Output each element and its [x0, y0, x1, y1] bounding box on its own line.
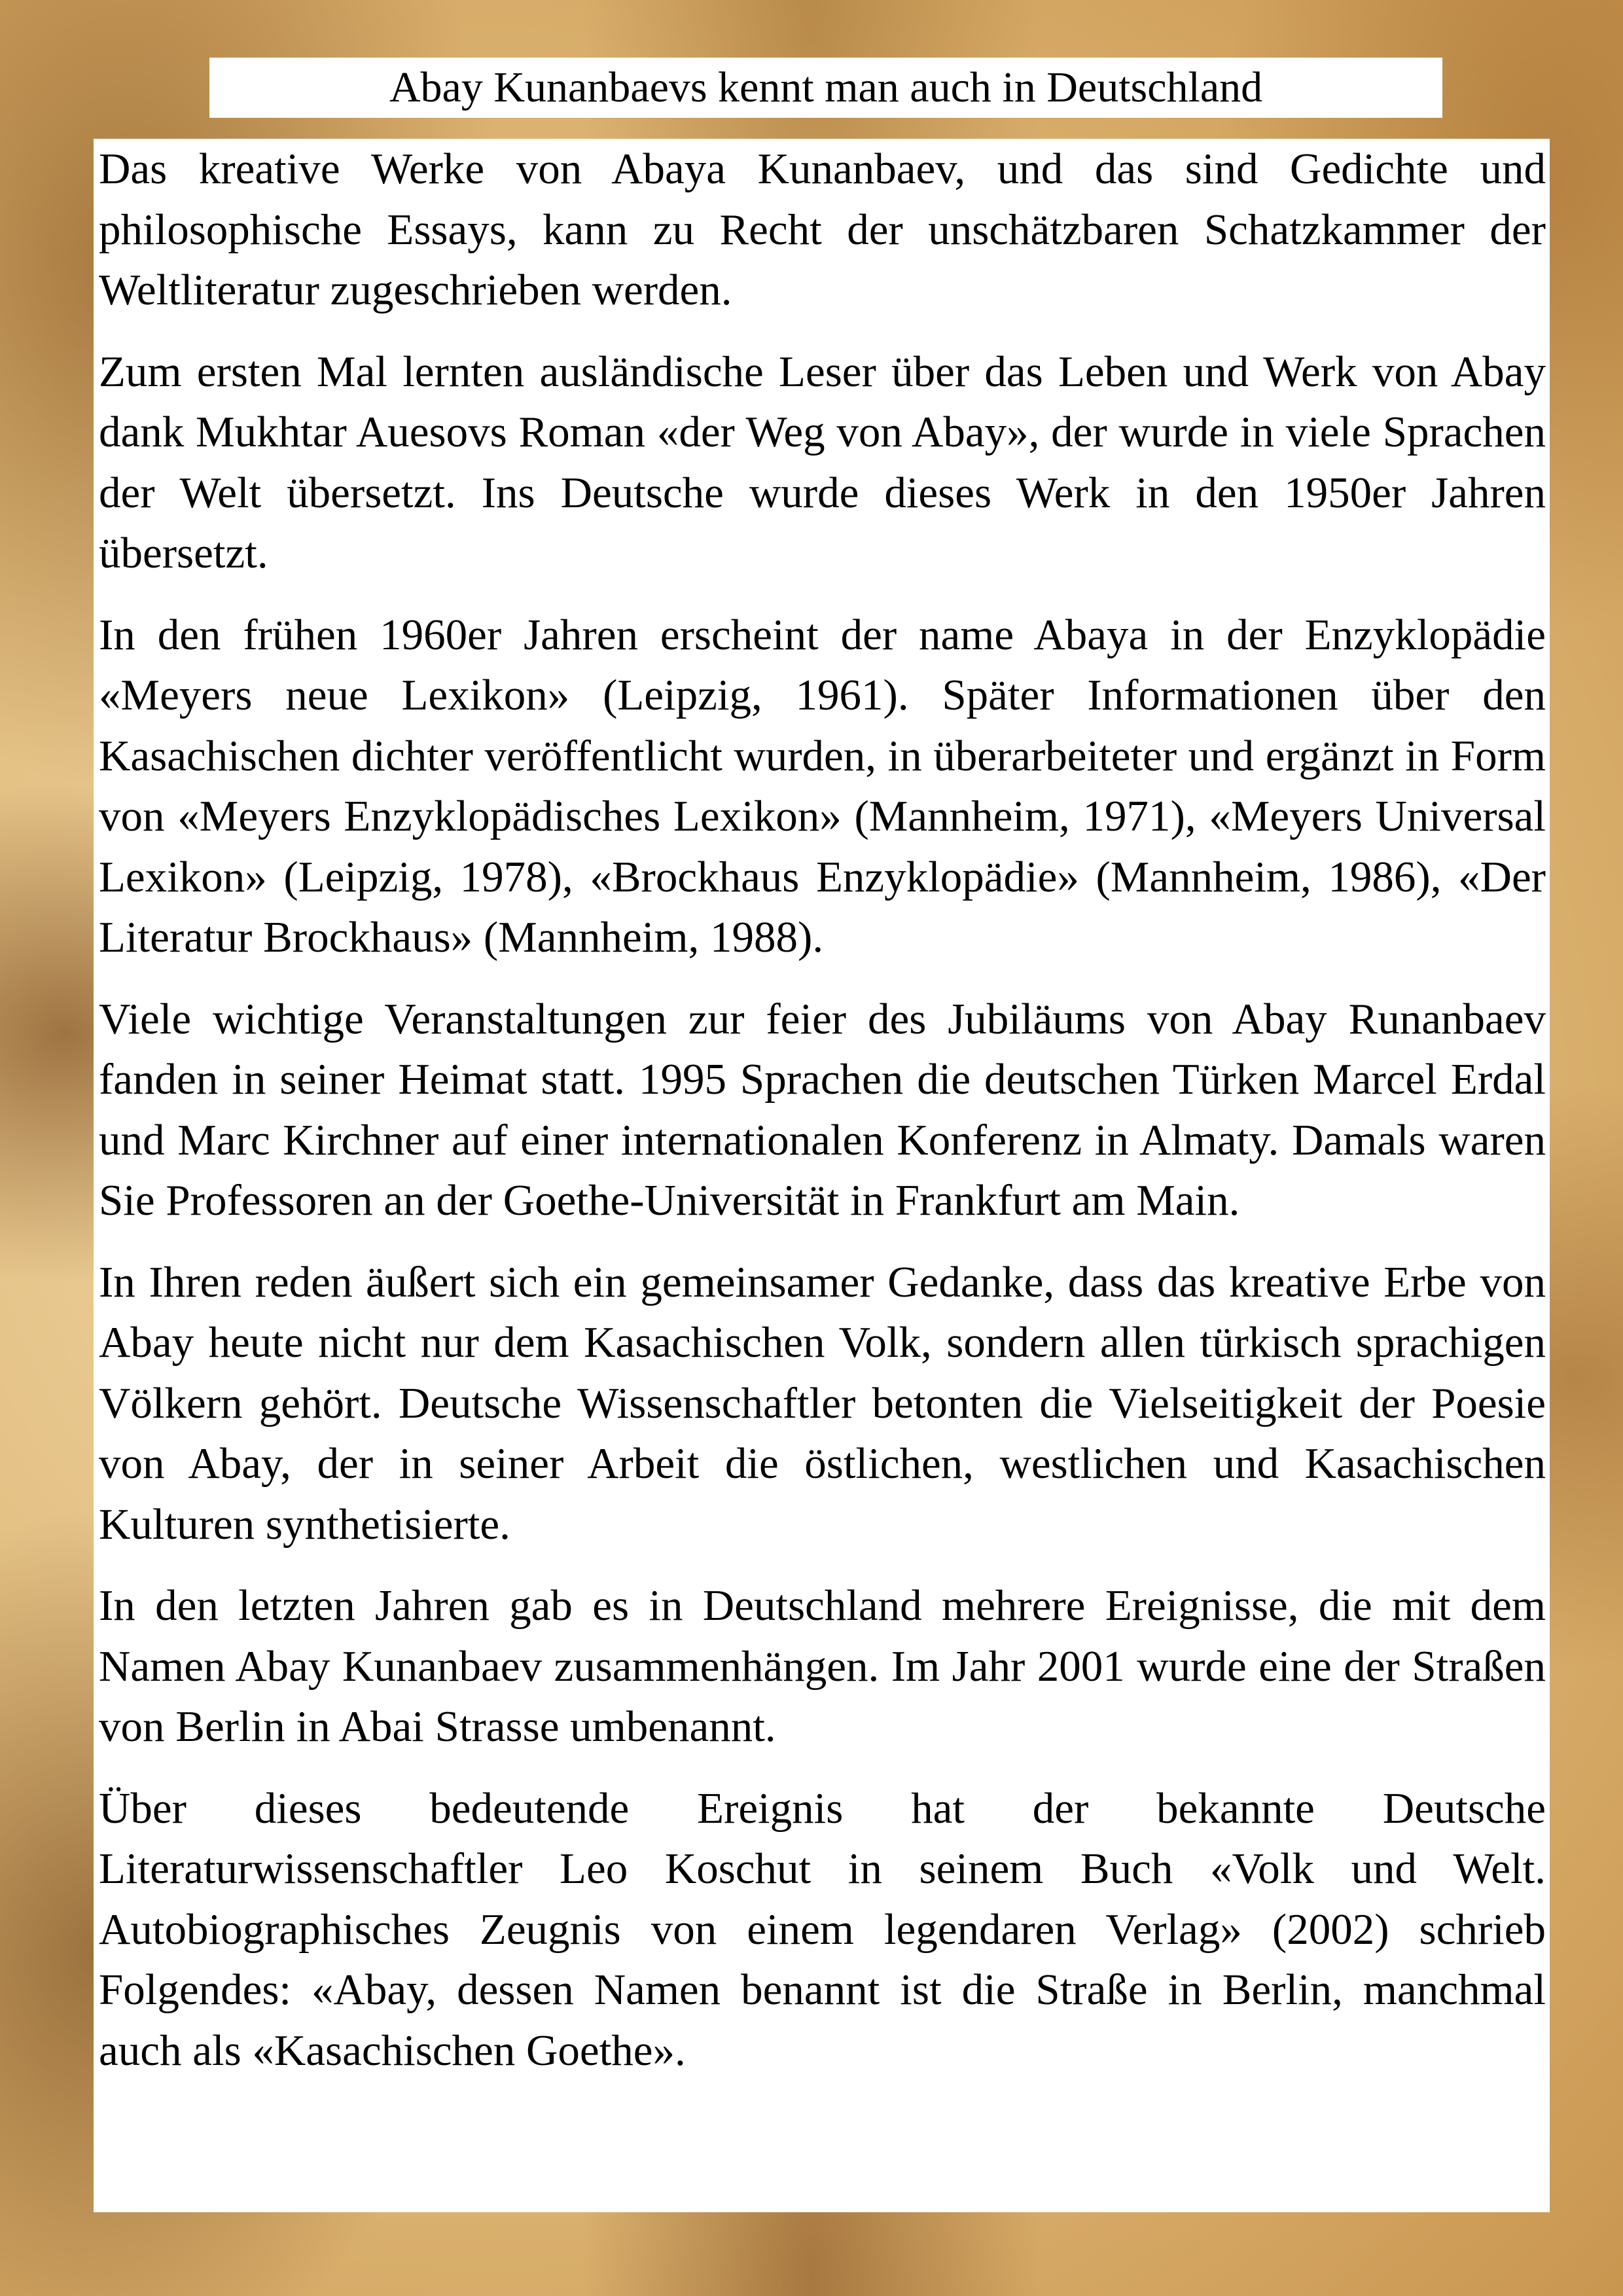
paragraph: Viele wichtige Veranstaltungen zur feier des Jubiläums von Abay Runanbaev fanden in seiner Heimat statt. 1995 Sprachen die deutschen Türken Marcel Erdal und Marc Kirchner auf einer internationalen Konferenz in Almaty. Damals waren Sie Professoren an der Goethe-Universität in Frankfurt am Main. — [99, 994, 1546, 1225]
paragraph: Zum ersten Mal lernten ausländische Leser über das Leben und Werk von Abay dank Mukhtar Auesovs Roman «der Weg von Abay», der wurde in viele Sprachen der Welt übersetzt. Ins Deutsche wurde dieses Werk in den 1950er Jahren übersetzt. — [99, 347, 1546, 577]
page-title: Abay Kunanbaevs kennt man auch in Deutschland — [389, 63, 1263, 111]
paragraph: In den letzten Jahren gab es in Deutschland mehrere Ereignisse, die mit dem Namen Abay Kunanbaev zusammenhängen. Im Jahr 2001 wurde eine der Straßen von Berlin in Abai Strasse umbenannt. — [99, 1581, 1546, 1751]
paragraph: Über dieses bedeutende Ereignis hat der bekannte Deutsche Literaturwissenschaftler Leo Koschut in seinem Buch «Volk und Welt. Autobiographisches Zeugnis von einem legendaren Verlag» (2002) schrieb Folgendes: «Abay, dessen Namen benannt ist die Straße in Berlin, manchmal auch als «Kasachischen Goethe». — [99, 1784, 1546, 2075]
paragraph: In Ihren reden äußert sich ein gemeinsamer Gedanke, dass das kreative Erbe von Abay heute nicht nur dem Kasachischen Volk, sondern allen türkisch sprachigen Völkern gehört. Deutsche Wissenschaftler betonten die Vielseitigkeit der Poesie von Abay, der in seiner Arbeit die östlichen, westlichen und Kasachischen Kulturen synthetisierte. — [99, 1257, 1546, 1549]
paragraph: Das kreative Werke von Abaya Kunanbaev, und das sind Gedichte und philosophische Essays, kann zu Recht der unschätzbaren Schatzkammer der Weltliteratur zugeschrieben werden. — [99, 145, 1546, 314]
article-body — [94, 139, 1550, 2212]
paragraph: In den frühen 1960er Jahren erscheint der name Abaya in der Enzyklopädie «Meyers neue Lexikon» (Leipzig, 1961). Später Informationen über den Kasachischen dichter veröffentlicht wurden, in überarbeiteter und ergänzt in Form von «Meyers Enzyklopädisches Lexikon» (Mannheim, 1971), «Meyers Universal Lexikon» (Leipzig, 1978), «Brockhaus Enzyklopädie» (Mannheim, 1986), «Der Literatur Brockhaus» (Mannheim, 1988). — [99, 610, 1546, 961]
title-banner — [209, 58, 1442, 118]
